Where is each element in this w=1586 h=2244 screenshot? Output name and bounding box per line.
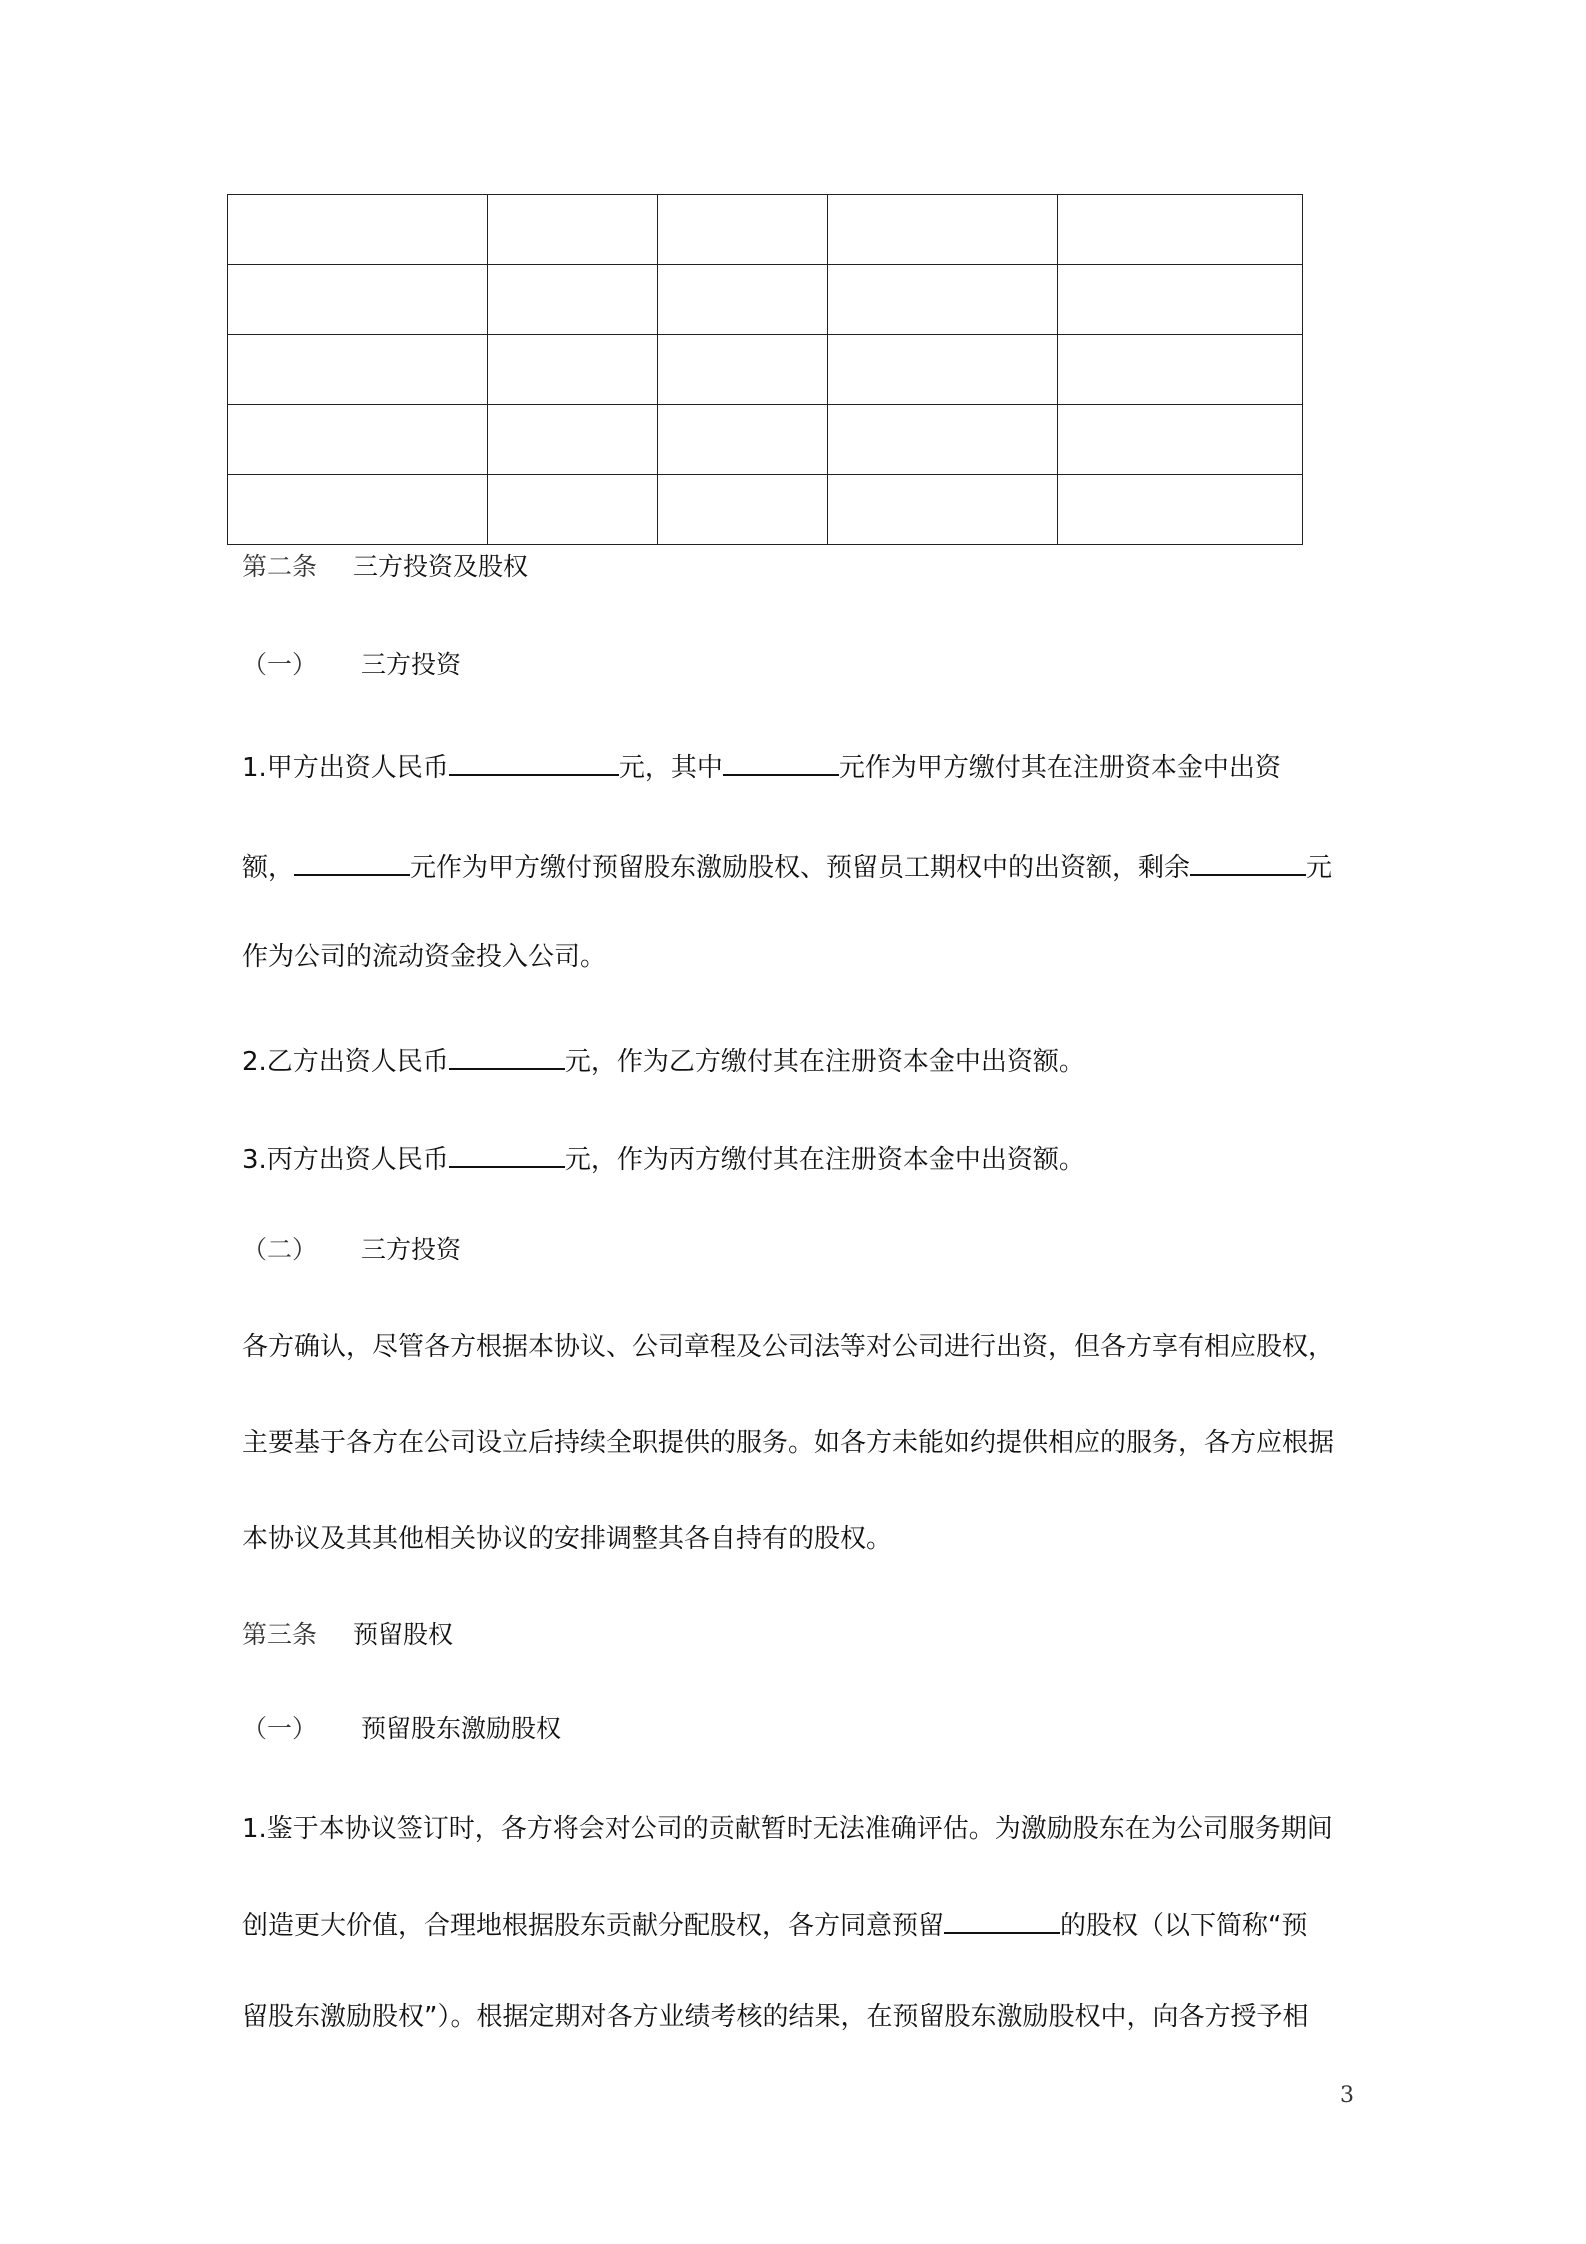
section-number: （一） [242,1714,318,1743]
text-segment: 元作为甲方缴付其在注册资本金中出资 [838,753,1281,783]
text-segment: 元 [1306,853,1333,883]
paragraph-line [242,1330,1334,1364]
text-segment: 元，其中 [618,753,723,783]
section-number: （二） [242,1235,318,1264]
table-cell [228,405,488,475]
table-cell [228,475,488,545]
text-segment: 1.甲方出资人民币 [242,753,449,783]
article-2-heading [242,550,528,584]
table-row [228,475,1303,545]
fill-blank [294,848,410,876]
section-number: （一） [242,650,318,679]
table-cell [488,265,658,335]
paragraph-line [242,1906,1308,1943]
page-number: 3 [1340,2083,1354,2108]
text-segment: 1.鉴于本协议签订时，各方将会对公司的贡献暂时无法准确评估。为激励股东在为公司服务期间 [242,1814,1333,1844]
table-cell [228,335,488,405]
text-segment: 留股东激励股权”）。根据定期对各方业绩考核的结果，在预留股东激励股权中，向各方授予相 [242,2002,1309,2032]
paragraph-line [242,1042,1085,1079]
text-segment: 本协议及其其他相关协议的安排调整其各自持有的股权。 [242,1524,893,1554]
section-2-2-heading [242,1233,461,1267]
paragraph-line [242,940,606,974]
paragraph-line [242,1426,1334,1460]
text-segment: 作为公司的流动资金投入公司。 [242,942,607,972]
table-cell [828,265,1058,335]
table-cell [1058,475,1303,545]
article-number: 第三条 [242,1620,318,1649]
fill-blank [723,748,839,776]
paragraph-line [242,2000,1308,2034]
table-cell [828,335,1058,405]
table-cell [1058,195,1303,265]
table-cell [658,265,828,335]
table-cell [488,475,658,545]
fill-blank [1190,848,1306,876]
table-cell [228,195,488,265]
fill-blank [449,1042,565,1070]
text-segment: 的股权（以下简称“预 [1060,1911,1308,1941]
text-segment: 元，作为丙方缴付其在注册资本金中出资额。 [564,1145,1085,1175]
table-row [228,405,1303,475]
section-title: 三方投资 [361,1235,462,1264]
section-2-1-heading [242,648,461,682]
section-title: 三方投资 [361,650,462,679]
text-segment: 额， [242,853,295,883]
table-cell [828,475,1058,545]
text-segment: 元，作为乙方缴付其在注册资本金中出资额。 [564,1047,1085,1077]
article-3-heading [242,1618,453,1652]
text-segment: 创造更大价值，合理地根据股东贡献分配股权，各方同意预留 [242,1911,945,1941]
table-row [228,335,1303,405]
text-segment: 主要基于各方在公司设立后持续全职提供的服务。如各方未能如约提供相应的服务，各方应根据 [242,1428,1335,1458]
table-cell [1058,265,1303,335]
paragraph-line [242,848,1332,885]
table-row [228,195,1303,265]
table-cell [1058,405,1303,475]
table-cell [488,335,658,405]
table-row [228,265,1303,335]
text-segment: 元作为甲方缴付预留股东激励股权、预留员工期权中的出资额，剩余 [410,853,1191,883]
table-cell [488,405,658,475]
fill-blank [449,748,619,776]
article-number: 第二条 [242,552,318,581]
text-segment: 2.乙方出资人民币 [242,1047,449,1077]
table-cell [658,335,828,405]
table-cell [658,475,828,545]
paragraph-line [242,748,1281,785]
table-cell [228,265,488,335]
article-title: 三方投资及股权 [353,552,529,581]
table-cell [1058,335,1303,405]
fill-blank [449,1140,565,1168]
section-title: 预留股东激励股权 [361,1714,562,1743]
text-segment: 各方确认，尽管各方根据本协议、公司章程及公司法等对公司进行出资，但各方享有相应股权， [242,1332,1335,1362]
article-title: 预留股权 [353,1620,454,1649]
table-cell [658,195,828,265]
paragraph-line [242,1522,892,1556]
section-3-1-heading [242,1712,561,1746]
table-cell [828,405,1058,475]
paragraph-line [242,1812,1333,1846]
table-cell [488,195,658,265]
text-segment: 3.丙方出资人民币 [242,1145,449,1175]
fill-blank [944,1906,1060,1934]
paragraph-line [242,1140,1085,1177]
table-cell [828,195,1058,265]
empty-table [227,194,1303,545]
table-cell [658,405,828,475]
